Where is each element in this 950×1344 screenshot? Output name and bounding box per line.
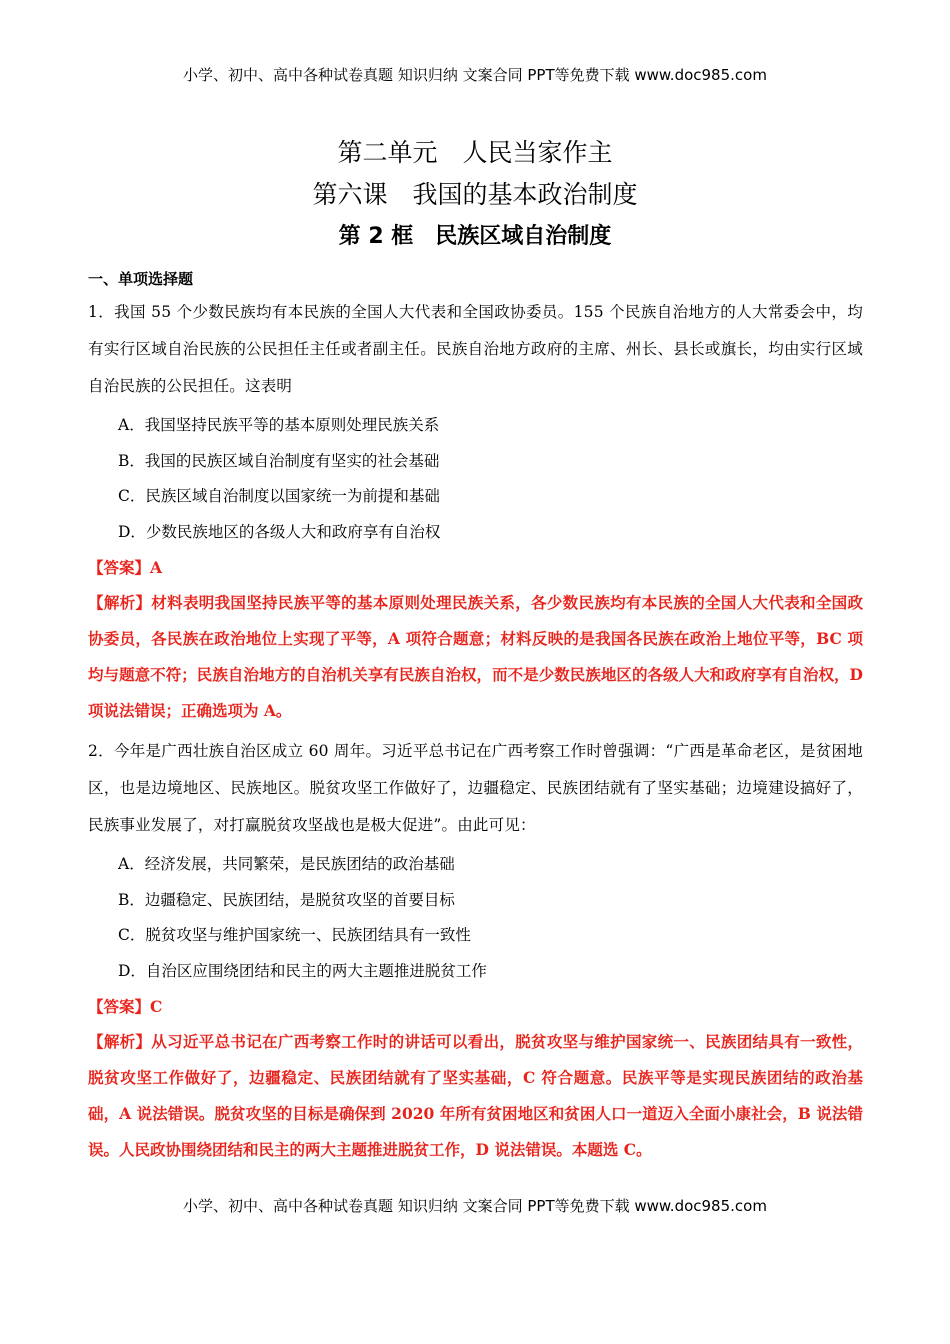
analysis-text: 从习近平总书记在广西考察工作时的讲话可以看出，脱贫攻坚与维护国家统一、民族团结具有一致性，脱贫攻坚工作做好了，边疆稳定、民族团结就有了坚实基础，C 符合题意。民族平等是实现民族团结的政治基础，A 说法错误。脱贫攻坚的目标是确保到 2020 年所有贫困地区和贫困人口一道迈入全面小康社会，B 说法错误。人民政协围绕团结和民主的两大主题推进脱贫工作，D 说法错误。本题选 C。 — [88, 1032, 863, 1159]
question-2-option-b: B．边疆稳定、民族团结，是脱贫攻坚的首要目标 — [118, 891, 455, 909]
question-1-option-a: A．我国坚持民族平等的基本原则处理民族关系 — [118, 416, 440, 434]
question-2-option-d: D．自治区应围绕团结和民主的两大主题推进脱贫工作 — [118, 962, 487, 980]
frame-title: 第 2 框 民族区域自治制度 — [338, 224, 612, 249]
question-2-stem: 2．今年是广西壮族自治区成立 60 周年。习近平总书记在广西考察工作时曾强调：“广西是革命老区，是贫困地区，也是边境地区、民族地区。脱贫攻坚工作做好了，边疆稳定、民族团结就有了坚实基础；边境建设搞好了，民族事业发展了，对打赢脱贫攻坚战也是极大促进”。由此可见： — [88, 742, 863, 834]
question-1-answer — [88, 556, 162, 578]
unit-title: 第二单元 人民当家作主 — [337, 138, 613, 167]
footer-banner: 小学、初中、高中各种试卷真题 知识归纳 文案合同 PPT等免费下载 www.doc985.com — [183, 1197, 767, 1215]
analysis-text: 材料表明我国坚持民族平等的基本原则处理民族关系，各少数民族均有本民族的全国人大代表和全国政协委员，各民族在政治地位上实现了平等，A 项符合题意；材料反映的是我国各民族在政治上地位平等，BC 项均与题意不符；民族自治地方的自治机关享有民族自治权，而不是少数民族地区的各级人大和政府享有自治权，D 项说法错误；正确选项为 A。 — [88, 593, 863, 720]
question-2-option-a: A．经济发展，共同繁荣，是民族团结的政治基础 — [118, 855, 455, 873]
question-1-option-c: C．民族区域自治制度以国家统一为前提和基础 — [118, 487, 440, 505]
answer-value: C — [150, 997, 163, 1016]
analysis-label: 【解析】 — [88, 593, 152, 612]
question-2-option-c: C．脱贫攻坚与维护国家统一、民族团结具有一致性 — [118, 926, 471, 944]
answer-label: 【答案】 — [88, 997, 151, 1016]
answer-label: 【答案】 — [88, 558, 151, 577]
question-1-option-d: D．少数民族地区的各级人大和政府享有自治权 — [118, 523, 441, 541]
answer-value: A — [150, 558, 163, 577]
question-2-analysis — [88, 1024, 863, 1168]
question-1-stem: 1．我国 55 个少数民族均有本民族的全国人大代表和全国政协委员。155 个民族自治地方的人大常委会中，均有实行区域自治民族的公民担任主任或者副主任。民族自治地方政府的主席、州长、县长或旗长，均由实行区域自治民族的公民担任。这表明 — [88, 303, 863, 395]
analysis-label: 【解析】 — [88, 1032, 152, 1051]
header-banner: 小学、初中、高中各种试卷真题 知识归纳 文案合同 PPT等免费下载 www.doc985.com — [183, 66, 767, 84]
question-2-answer — [88, 995, 162, 1017]
question-1-option-b: B．我国的民族区域自治制度有坚实的社会基础 — [118, 452, 440, 470]
question-1-analysis — [88, 585, 863, 729]
lesson-title: 第六课 我国的基本政治制度 — [312, 180, 638, 209]
section-heading: 一、单项选择题 — [88, 270, 194, 288]
